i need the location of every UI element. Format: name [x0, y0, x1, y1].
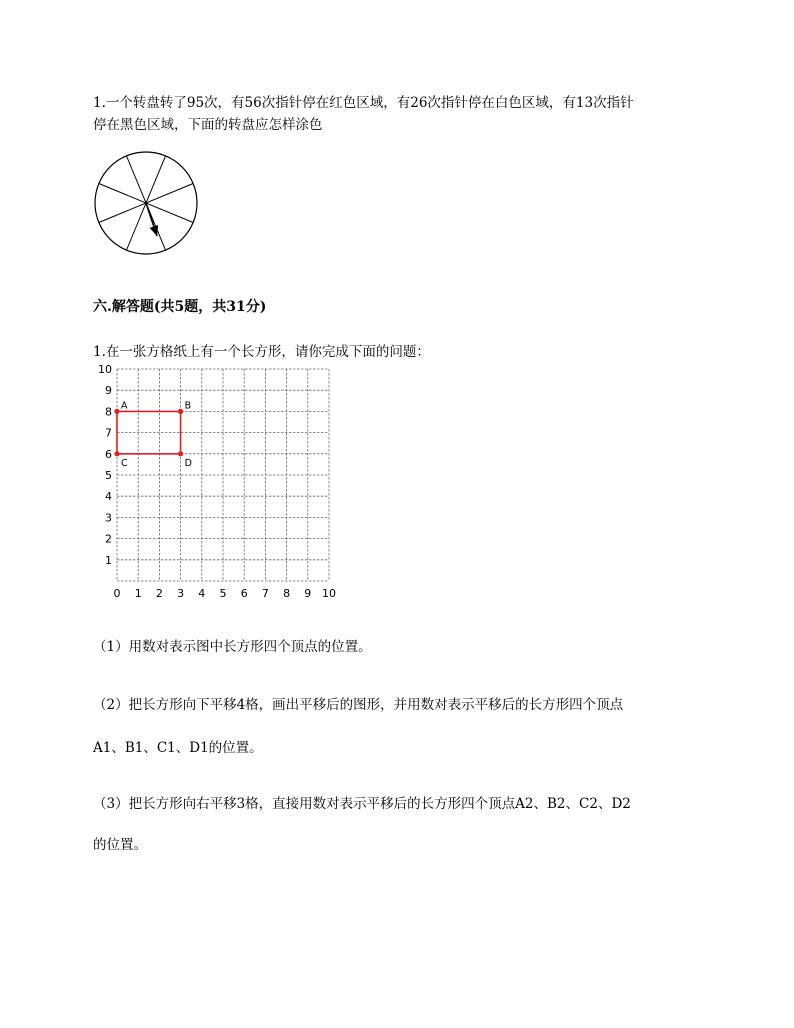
sub-question-3-line-2: 的位置。: [93, 837, 147, 853]
sub-question-2-line-2: A1、B1、C1、D1的位置。: [93, 740, 263, 756]
x-tick-label: 7: [261, 587, 269, 600]
question-2-intro: 1.在一张方格纸上有一个长方形，请你完成下面的问题：: [93, 344, 430, 360]
y-tick-label: 7: [105, 426, 112, 440]
y-tick-label: 6: [105, 447, 112, 461]
x-tick-label: 4: [198, 587, 206, 600]
x-tick-label: 8: [283, 587, 291, 600]
question-1-line-1: 1.一个转盘转了95次，有56次指针停在红色区域，有26次指针停在白色区域，有13次指针: [93, 95, 634, 111]
x-tick-label: 5: [219, 587, 227, 600]
section-title: 六.解答题(共5题，共31分): [93, 299, 267, 315]
y-tick-label: 1: [105, 553, 112, 567]
x-tick-label: 1: [134, 587, 142, 600]
y-tick-label: 8: [105, 405, 112, 419]
vertex-point-c: [114, 451, 119, 456]
y-tick-label: 10: [98, 363, 112, 376]
vertex-label-b: B: [184, 400, 192, 412]
x-tick-label: 10: [322, 587, 336, 600]
vertex-point-d: [178, 451, 183, 456]
sub-question-2-line-1: （2）把长方形向下平移4格，画出平移后的图形，并用数对表示平移后的长方形四个顶点: [93, 697, 624, 713]
vertex-label-a: A: [121, 400, 128, 412]
x-tick-label: 0: [113, 587, 121, 600]
sub-question-3-line-1: （3）把长方形向右平移3格，直接用数对表示平移后的长方形四个顶点A2、B2、C2、D2: [93, 796, 631, 812]
sub-question-1: （1）用数对表示图中长方形四个顶点的位置。: [93, 639, 372, 655]
y-tick-label: 9: [105, 384, 112, 398]
vertex-label-d: D: [184, 457, 192, 469]
vertex-point-b: [178, 409, 183, 414]
x-tick-label: 6: [240, 587, 248, 600]
question-1-line-2: 停在黑色区域，下面的转盘应怎样涂色: [93, 117, 323, 133]
y-tick-label: 2: [105, 532, 112, 546]
x-tick-label: 9: [304, 587, 312, 600]
vertex-point-a: [114, 409, 119, 414]
vertex-label-c: C: [121, 457, 128, 469]
y-tick-label: 5: [105, 469, 112, 482]
x-tick-label: 3: [177, 587, 185, 600]
y-tick-label: 4: [105, 490, 112, 504]
y-tick-label: 3: [105, 511, 112, 525]
x-tick-label: 2: [155, 587, 163, 600]
